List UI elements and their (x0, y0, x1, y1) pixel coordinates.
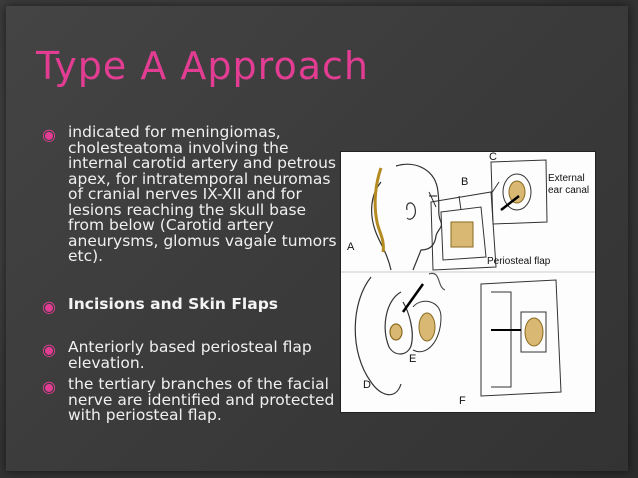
panel-label-e: E (409, 353, 417, 365)
label-ear-canal: ear canal (548, 185, 590, 196)
bullet-text-2: Incisions and Skin Flaps (68, 295, 279, 313)
panel-label-f: F (459, 395, 466, 407)
flap-drawing-e (413, 301, 441, 351)
panel-label-a: A (347, 241, 355, 253)
flap-drawing-f (481, 280, 561, 396)
bullet-text-4: the tertiary branches of the facial nerve are identified and protected with periosteal flap. (68, 375, 335, 424)
bullet-icon: ◉ (42, 125, 56, 144)
panel-label-b: B (461, 176, 469, 188)
panel-label-d: D (363, 379, 371, 391)
illustration-svg (341, 152, 595, 412)
surgical-illustration (340, 151, 596, 413)
bullet-text-3: Anteriorly based periosteal flap elevation. (68, 338, 312, 372)
bullet-icon: ◉ (42, 377, 56, 396)
panel-label-c: C (489, 152, 497, 163)
bullet-text-1: indicated for meningiomas, cholesteatoma involving the internal carotid artery and petrous apex, for intratemporal neuromas of cranial nerves IX-XII and for lesions reaching the skull base from below (Carotid artery aneurysms, glomus vagale tumors etc). (68, 123, 337, 265)
slide-title: Type A Approach (36, 44, 369, 88)
bullet-icon: ◉ (42, 297, 56, 316)
label-external: External (548, 173, 585, 184)
ear-canal-drawing (491, 160, 547, 224)
label-periosteal-flap: Periosteal flap (487, 256, 551, 267)
bullet-icon: ◉ (42, 340, 56, 359)
head-profile-drawing (372, 164, 442, 270)
